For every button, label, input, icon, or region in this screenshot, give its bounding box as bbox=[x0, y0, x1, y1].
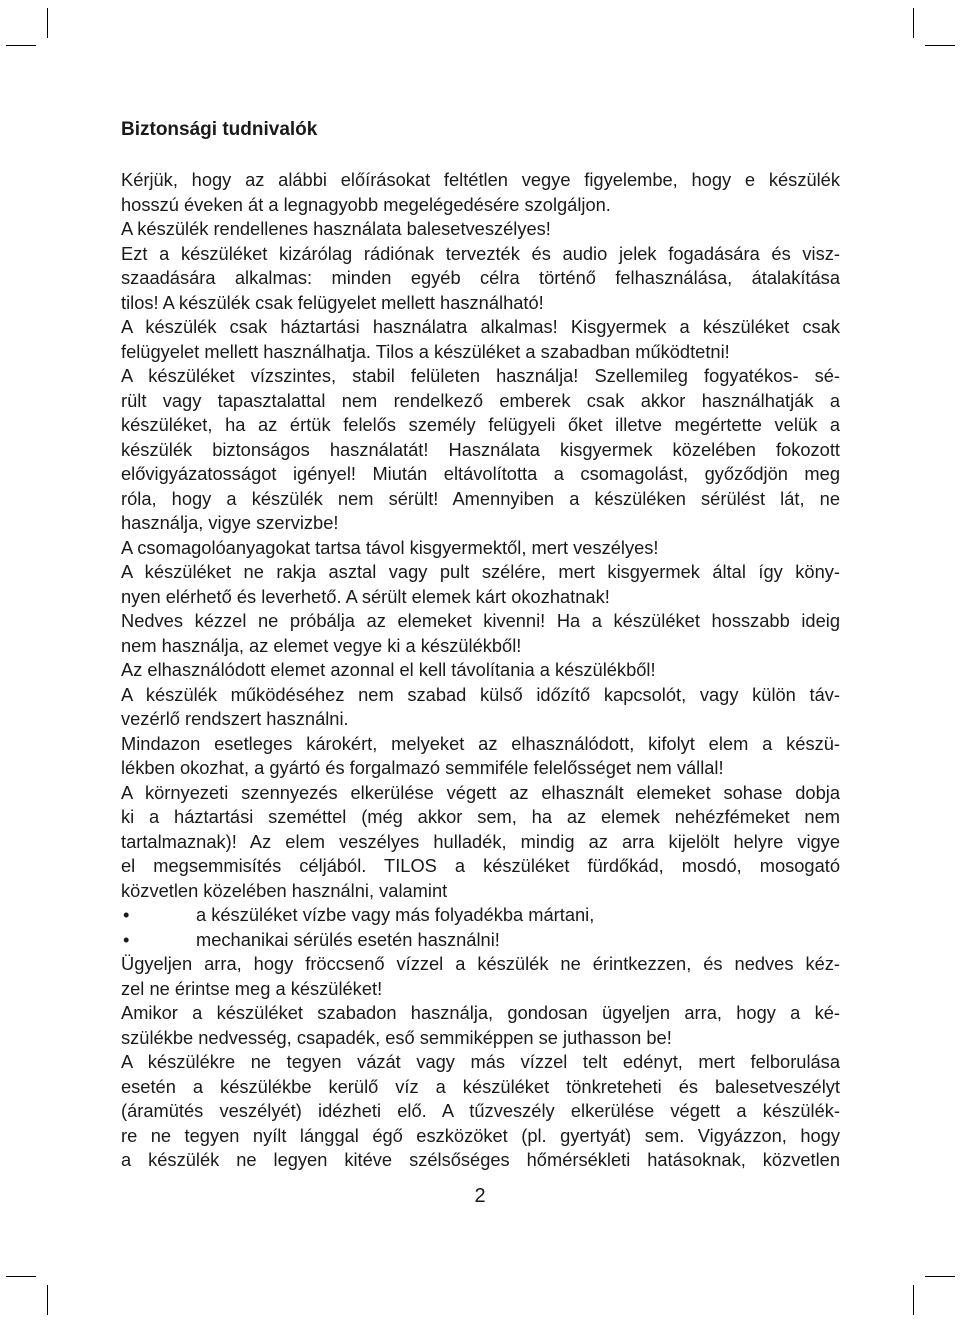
text-line: elővigyázatosságot igényel! Miután eltávolította a csomagolást, győződjön meg bbox=[121, 463, 840, 484]
crop-mark-bottom-left-vertical bbox=[47, 1285, 48, 1315]
text-line: nyen elérhető és leverhető. A sérült elemek kárt okozhatnak! bbox=[121, 585, 610, 607]
text-line: nem használja, az elemet vegye ki a készülékből! bbox=[121, 634, 522, 656]
text-line: A készüléket ne rakja asztal vagy pult szélére, mert kisgyermek által így köny- bbox=[121, 561, 840, 582]
document-body bbox=[121, 118, 840, 1173]
bullet-item bbox=[121, 903, 840, 928]
section-title: Biztonsági tudnivalók bbox=[121, 119, 318, 140]
bullet-icon: • bbox=[123, 904, 130, 925]
crop-mark-top-left-horizontal bbox=[6, 45, 36, 46]
text-line: zel ne érintse meg a készüléket! bbox=[121, 977, 383, 999]
text-line: A készülék működéséhez nem szabad külső időzítő kapcsolót, vagy külön táv- bbox=[121, 683, 840, 705]
crop-mark-bottom-right-horizontal bbox=[925, 1276, 955, 1277]
text-line: Mindazon esetleges károkért, melyeket az elhasználódott, kifolyt elem a készü- bbox=[121, 732, 840, 754]
text-line: a készülék ne legyen kitéve szélsőséges hőmérsékleti hatásoknak, közvetlen bbox=[121, 1149, 840, 1170]
text-line: A csomagolóanyagokat tartsa távol kisgyermektől, mert veszélyes! bbox=[121, 536, 659, 558]
bullet-item bbox=[121, 928, 840, 953]
text-line: lékben okozhat, a gyártó és forgalmazó semmiféle felelősséget nem vállal! bbox=[121, 757, 724, 778]
text-block bbox=[121, 168, 840, 1173]
text-line: hosszú éveken át a legnagyobb megelégedésére szolgáljon. bbox=[121, 193, 611, 215]
text-line: A készülék rendellenes használata balesetveszélyes! bbox=[121, 218, 551, 239]
text-line: róla, hogy a készülék nem sérült! Amennyiben a készüléken sérülést lát, ne bbox=[121, 487, 840, 509]
text-line: Az elhasználódott elemet azonnal el kell távolítania a készülékből! bbox=[121, 659, 656, 680]
bullet-icon: • bbox=[123, 928, 130, 950]
text-line: Kérjük, hogy az alábbi előírásokat feltétlen vegye figyelembe, hogy e készülék bbox=[121, 169, 840, 190]
crop-mark-bottom-left-horizontal bbox=[6, 1276, 36, 1277]
text-line: Ügyeljen arra, hogy fröccsenő vízzel a készülék ne érintkezzen, és nedves kéz- bbox=[121, 953, 840, 974]
text-line: tartalmaznak)! Az elem veszélyes hulladék, mindig az arra kijelölt helyre vigye bbox=[121, 830, 840, 852]
text-line: rült vagy tapasztalattal nem rendelkező emberek csak akkor használhatják a bbox=[121, 389, 840, 411]
text-line: esetén a készülékbe kerülő víz a készüléket tönkreteheti és balesetveszélyt bbox=[121, 1075, 840, 1097]
text-line: (áramütés veszélyét) idézheti elő. A tűzveszély elkerülése végett a készülék- bbox=[121, 1100, 840, 1121]
text-line: A készüléket vízszintes, stabil felületen használja! Szellemileg fogyatékos- sé- bbox=[121, 365, 840, 386]
text-line: használja, vigye szervizbe! bbox=[121, 512, 339, 533]
page-number: 2 bbox=[474, 1185, 486, 1207]
text-line: re ne tegyen nyílt lánggal égő eszközöket (pl. gyertyát) sem. Vigyázzon, hogy bbox=[121, 1124, 840, 1146]
bullet-text: a készüléket vízbe vagy más folyadékba mártani, bbox=[196, 904, 595, 925]
crop-mark-bottom-right-vertical bbox=[913, 1285, 914, 1315]
text-line: közvetlen közelében használni, valamint bbox=[121, 879, 448, 901]
text-line: készüléket, ha az értük felelős személy felügyeli őket illetve megértette velük a bbox=[121, 414, 840, 435]
text-line: A készülék csak háztartási használatra alkalmas! Kisgyermek a készüléket csak bbox=[121, 316, 840, 337]
crop-mark-top-right-horizontal bbox=[925, 45, 955, 46]
text-line: Amikor a készüléket szabadon használja, gondosan ügyeljen arra, hogy a ké- bbox=[121, 1002, 840, 1023]
text-line: szaadására alkalmas: minden egyéb célra történő felhasználása, átalakítása bbox=[121, 267, 840, 288]
text-line: A környezeti szennyezés elkerülése végett az elhasznált elemeket sohase dobja bbox=[121, 781, 840, 803]
text-line: felügyelet mellett használhatja. Tilos a készüléket a szabadban működtetni! bbox=[121, 340, 730, 362]
text-line: tilos! A készülék csak felügyelet mellett használható! bbox=[121, 291, 544, 313]
text-line: készülék biztonságos használatát! Használata kisgyermek közelében fokozott bbox=[121, 438, 840, 460]
text-line: Nedves kézzel ne próbálja az elemeket kivenni! Ha a készüléket hosszabb ideig bbox=[121, 610, 840, 631]
text-line: A készülékre ne tegyen vázát vagy más vízzel telt edényt, mert felborulása bbox=[121, 1051, 840, 1072]
text-line: ki a háztartási szeméttel (még akkor sem, ha az elemek nehézfémeket nem bbox=[121, 806, 840, 827]
text-line: szülékbe nedvesség, csapadék, eső semmiképpen se juthasson be! bbox=[121, 1026, 672, 1048]
text-line: el megsemmisítés céljából. TILOS a készüléket fürdőkád, mosdó, mosogató bbox=[121, 855, 840, 876]
text-line: vezérlő rendszert használni. bbox=[121, 708, 349, 729]
bullet-text: mechanikai sérülés esetén használni! bbox=[196, 928, 500, 950]
crop-mark-top-left-vertical bbox=[47, 8, 48, 38]
crop-mark-top-right-vertical bbox=[913, 8, 914, 38]
text-line: Ezt a készüléket kizárólag rádiónak tervezték és audio jelek fogadására és visz- bbox=[121, 242, 840, 264]
